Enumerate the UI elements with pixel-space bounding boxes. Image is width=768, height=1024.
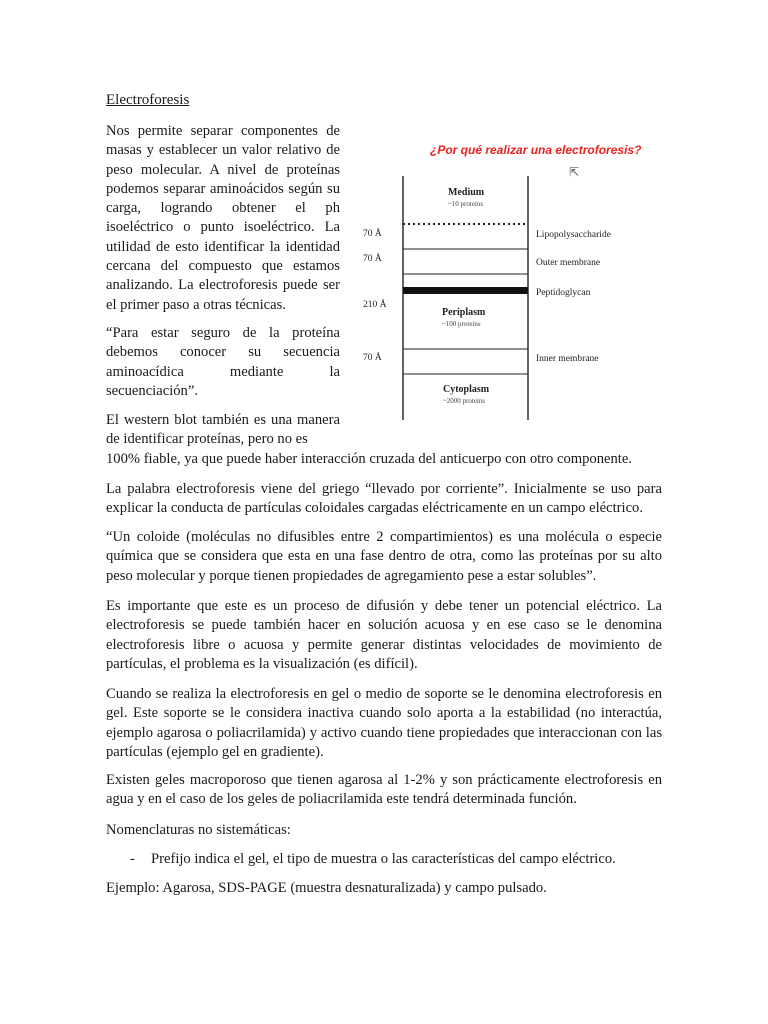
paragraph-etymology: La palabra electroforesis viene del griego “llevado por corriente”. Inicialmente se uso para explicar la conducta de partículas coloidales cargadas eléctricamente en un campo eléctrico. xyxy=(106,481,662,517)
paragraph-example: Ejemplo: Agarosa, SDS-PAGE (muestra desnaturalizada) y campo pulsado. xyxy=(106,880,547,896)
label-medium-sub: ~10 proteins xyxy=(448,200,484,208)
envelope-diagram xyxy=(360,140,660,425)
label-cytoplasm: Cytoplasm xyxy=(443,384,490,395)
paragraph-western-blot-a: El western blot también es una manera de identificar proteínas, pero no es xyxy=(106,412,340,448)
paragraph-nomenclature: Nomenclaturas no sistemáticas: xyxy=(106,822,291,838)
label-lipopolysaccharide: Lipopolysaccharide xyxy=(536,230,611,240)
paragraph-macroporous: Existen geles macroporoso que tienen agarosa al 1-2% y son prácticamente electroforesis en agua y en el caso de los geles de poliacrilamida este tendrá determinada función. xyxy=(106,772,662,808)
figure-title: ¿Por qué realizar una electroforesis? xyxy=(430,143,642,157)
dimension-label-lps: 70 Å xyxy=(363,229,382,239)
bullet-text: Prefijo indica el gel, el tipo de muestra o las características del campo eléctrico. xyxy=(151,851,616,867)
label-medium: Medium xyxy=(448,187,485,198)
paragraph-western-blot-b: 100% fiable, ya que puede haber interacción cruzada del anticuerpo con otro componente. xyxy=(106,451,632,467)
paragraph-diffusion: Es importante que este es un proceso de difusión y debe tener un potencial eléctrico. La electroforesis se puede también hacer en solución acuosa y en ese caso se le denomina electroforesis libre o acuosa y permite generar distintas velocidades de movimiento de partículas, el problema es la visualización (es difícil). xyxy=(106,598,662,672)
paragraph-gel: Cuando se realiza la electroforesis en gel o medio de soporte se le denomina electroforesis en gel. Este soporte se le considera inactiva cuando solo aporta a la estabilidad (no interactúa, ejemplo agarosa o poliacrilamida) y activo cuando tiene propiedades que interaccionan con las partículas (ejemplo gel en gradiente). xyxy=(106,686,662,760)
paragraph-quote-sequencing: “Para estar seguro de la proteína debemos conocer su secuencia aminoacídica mediante la secuenciación”. xyxy=(106,325,340,399)
dimension-label-outer: 70 Å xyxy=(363,254,382,264)
label-inner-membrane: Inner membrane xyxy=(536,354,599,364)
paragraph-intro: Nos permite separar componentes de masas y establecer un valor relativo de peso molecular. A nivel de proteínas podemos separar aminoácidos según su carga, logrando obtener el ph isoeléctrico o punto isoeléctrico. La utilidad de esto identificar la identidad cercana del compuesto que estamos analizando. La electroforesis puede ser el primer paso a otras técnicas. xyxy=(106,123,340,313)
label-periplasm: Periplasm xyxy=(442,307,486,318)
peptidoglycan-band xyxy=(403,287,528,294)
label-peptidoglycan: Peptidoglycan xyxy=(536,288,591,298)
label-cytoplasm-sub: ~2000 proteins xyxy=(443,397,486,405)
dimension-label-periplasm: 210 Å xyxy=(363,300,387,310)
label-outer-membrane: Outer membrane xyxy=(536,258,601,268)
section-heading: Electroforesis xyxy=(106,92,190,108)
label-periplasm-sub: ~100 proteins xyxy=(442,320,481,328)
cursor-icon: ⇱ xyxy=(569,165,580,179)
bullet-dash: - xyxy=(130,851,135,867)
dimension-label-inner: 70 Å xyxy=(363,353,382,363)
envelope-diagram-lines xyxy=(360,140,660,425)
paragraph-colloid: “Un coloide (moléculas no difusibles entre 2 compartimientos) es una molécula o especie química que se considera que esta en una fase dentro de otra, como las proteínas por su alto peso molecular y porque tienen propiedades de agregamiento pese a estar solubles”. xyxy=(106,529,662,584)
